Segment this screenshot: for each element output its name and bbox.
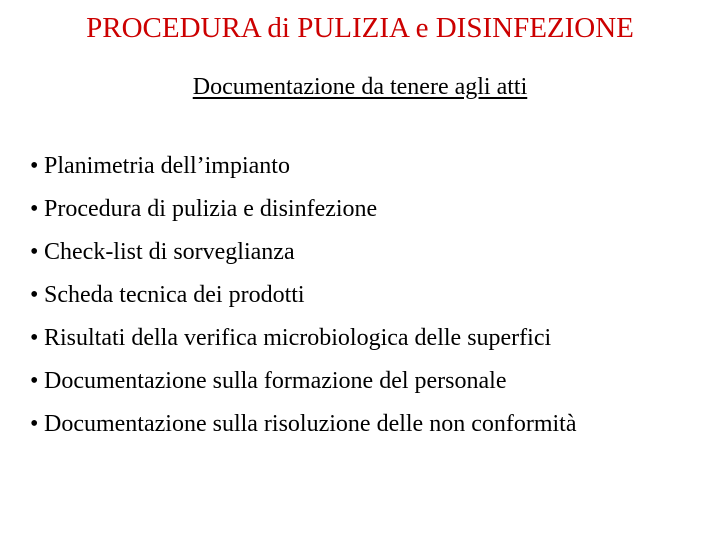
list-item-text: Risultati della verifica microbiologica delle superfici	[44, 325, 552, 351]
bullet-icon: •	[30, 153, 39, 179]
list-item-text: Check-list di sorveglianza	[44, 239, 295, 265]
bullet-icon: •	[30, 368, 39, 394]
list-item	[30, 409, 577, 439]
list-item-text: Planimetria dell’impianto	[44, 153, 290, 179]
bullet-icon: •	[30, 411, 39, 437]
bullet-list	[30, 151, 577, 452]
list-item-text: Procedura di pulizia e disinfezione	[44, 196, 378, 222]
list-item	[30, 280, 577, 310]
list-item	[30, 151, 577, 181]
bullet-icon: •	[30, 325, 39, 351]
bullet-icon: •	[30, 239, 39, 265]
list-item-text: Documentazione sulla formazione del personale	[44, 368, 507, 394]
bullet-icon: •	[30, 282, 39, 308]
slide-subtitle: Documentazione da tenere agli atti	[192, 74, 528, 100]
list-item-text: Scheda tecnica dei prodotti	[44, 282, 305, 308]
list-item	[30, 194, 577, 224]
list-item	[30, 237, 577, 267]
bullet-icon: •	[30, 196, 39, 222]
list-item	[30, 366, 577, 396]
list-item	[30, 323, 577, 353]
slide-title: PROCEDURA di PULIZIA e DISINFEZIONE	[86, 12, 634, 44]
list-item-text: Documentazione sulla risoluzione delle non conformità	[44, 411, 577, 437]
